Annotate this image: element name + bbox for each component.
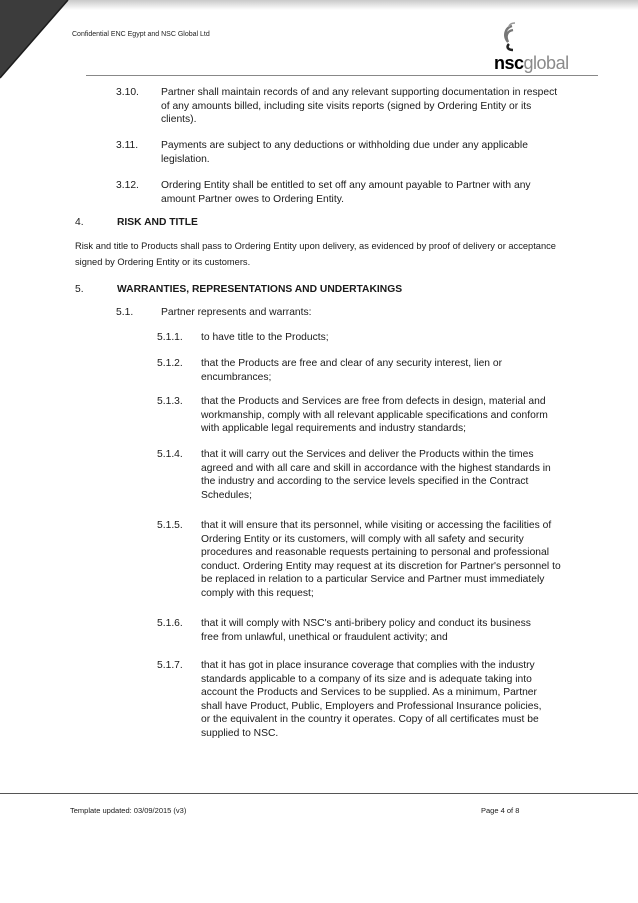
clause-text: that the Products are free and clear of any security interest, lien or encumbrances; bbox=[201, 358, 503, 383]
clause-text: Partner represents and warrants: bbox=[161, 307, 312, 318]
clause-text: Payments are subject to any deductions or withholding due under any applicable legislation. bbox=[161, 140, 528, 165]
nscglobal-logo bbox=[494, 20, 594, 76]
scan-shadow bbox=[0, 0, 638, 10]
clause-number: 5.1. bbox=[116, 307, 134, 318]
template-updated: Template updated: 03/09/2015 (v3) bbox=[70, 806, 187, 815]
section-4-text bbox=[75, 238, 560, 270]
clause-number: 3.12. bbox=[116, 180, 139, 191]
clause-text: that it will carry out the Services and deliver the Products within the times agreed and with all care and skill in accordance with the highest standards in the industry and according to the service levels specified in the Contract Schedules; bbox=[201, 449, 551, 501]
section-number: 4. bbox=[75, 217, 84, 228]
clause-text: to have title to the Products; bbox=[201, 332, 329, 343]
clause-number: 5.1.6. bbox=[157, 618, 183, 629]
section-number: 5. bbox=[75, 284, 84, 295]
clause-text: that it has got in place insurance coverage that complies with the industry standards applicable to a company of its size and is adequate taking into account the Products and Services to be supplied. As a minimum, Partner shall have Product, Public, Employers and Professional Insurance policies, or the equivalent in the country it operates. Copy of all certificates must be supplied to NSC. bbox=[201, 660, 542, 739]
clause-number: 5.1.3. bbox=[157, 396, 183, 407]
clause-number: 5.1.1. bbox=[157, 332, 183, 343]
clause-text: Partner shall maintain records of and any relevant supporting documentation in respect of any amounts billed, including site visits reports (signed by Ordering Entity or its clients). bbox=[161, 87, 558, 126]
confidential-header: Confidential ENC Egypt and NSC Global Ltd bbox=[72, 31, 210, 38]
clause-number: 5.1.2. bbox=[157, 358, 183, 369]
clause-text: that it will comply with NSC's anti-bribery policy and conduct its business free from unlawful, unethical or fraudulent activity; and bbox=[201, 618, 531, 643]
header-divider bbox=[86, 75, 598, 76]
section-body: Risk and title to Products shall pass to Ordering Entity upon delivery, as evidenced by proof of delivery or acceptance signed by Ordering Entity or its customers. bbox=[75, 241, 556, 267]
section-title: RISK AND TITLE bbox=[117, 217, 198, 228]
logo-wordmark: nscglobal bbox=[494, 53, 569, 73]
clause-text: that the Products and Services are free from defects in design, material and workmanship, comply with all relevant applicable specifications and conform with applicable legal requirements and industry standards; bbox=[201, 396, 548, 435]
page-number: Page 4 of 8 bbox=[481, 806, 520, 815]
logo-swoosh-icon bbox=[500, 22, 520, 52]
clause-text: Ordering Entity shall be entitled to set off any amount payable to Partner with any amount Partner owes to Ordering Entity. bbox=[161, 180, 531, 205]
clause-number: 5.1.4. bbox=[157, 449, 183, 460]
clause-text: that it will ensure that its personnel, while visiting or accessing the facilities of Ordering Entity or its customers, will comply with all safety and security procedures and reasonable requests pertaining to personal and professional conduct. Ordering Entity may request at its discretion for Partner's personnel to be replaced in relation to a particular Service and Partner must immediately comply with this request; bbox=[201, 520, 561, 599]
footer-divider bbox=[0, 793, 638, 794]
clause-number: 3.10. bbox=[116, 87, 139, 98]
folded-corner bbox=[0, 0, 70, 80]
clause-number: 5.1.7. bbox=[157, 660, 183, 671]
clause-number: 3.11. bbox=[116, 140, 139, 151]
clause-number: 5.1.5. bbox=[157, 520, 183, 531]
section-title: WARRANTIES, REPRESENTATIONS AND UNDERTAKINGS bbox=[117, 284, 403, 295]
